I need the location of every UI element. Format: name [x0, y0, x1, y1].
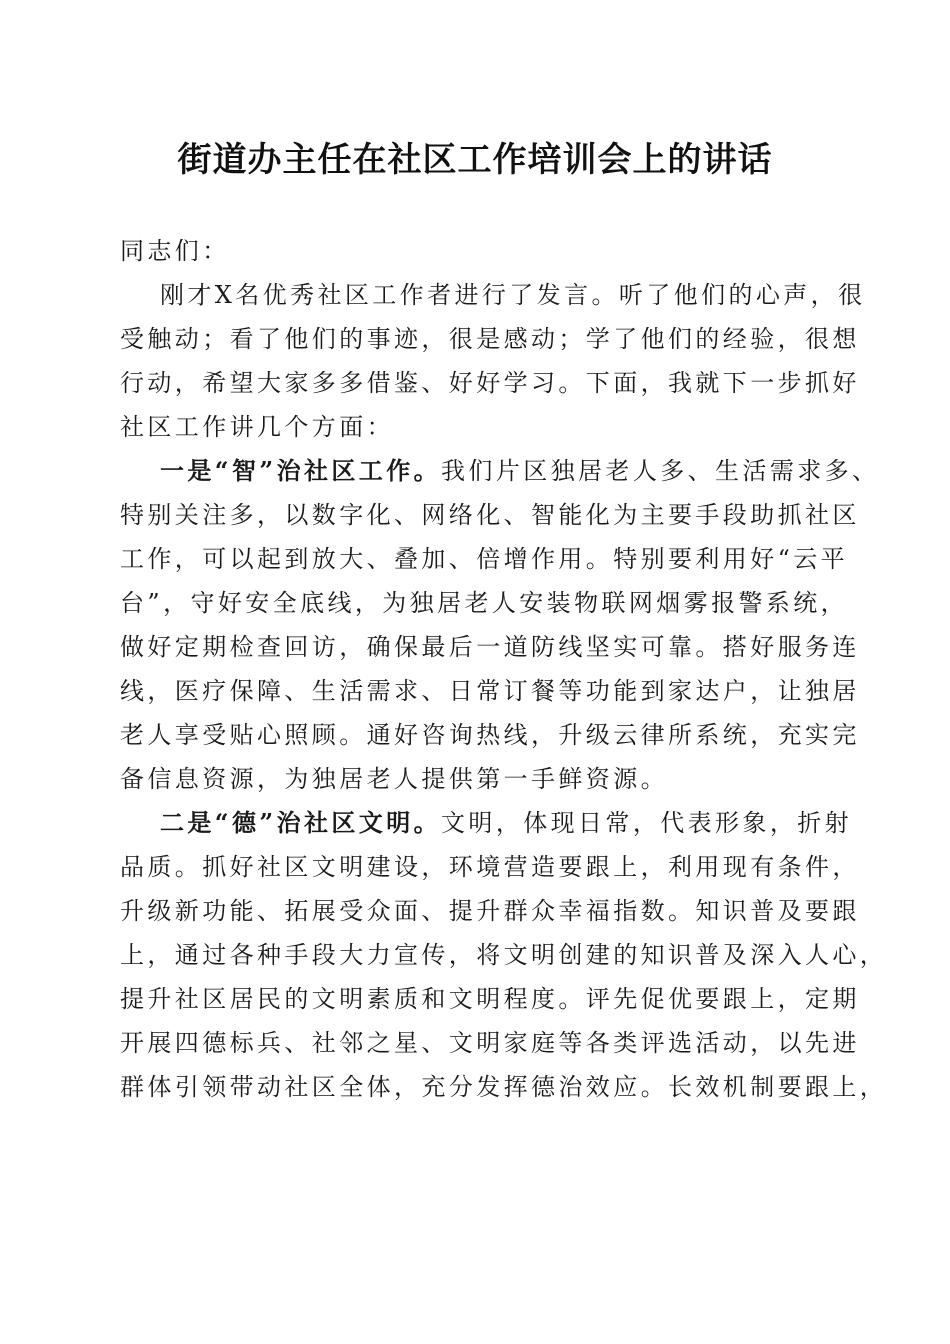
section-2-first-line-text: 文明，体现日常，代表形象，折射 — [441, 809, 853, 837]
section-1-line: 做好定期检查回访，确保最后一道防线坚实可靠。搭好服务连 — [120, 633, 860, 661]
section-1-line: 特别关注多，以数字化、网络化、智能化为主要手段助抓社区 — [120, 501, 860, 529]
section-2-first-line — [120, 801, 853, 845]
section-1-line: 工作，可以起到放大、叠加、倍增作用。特别要利用好“云平 — [120, 545, 849, 573]
intro-line: 刚才X名优秀社区工作者进行了发言。听了他们的心声，很 — [160, 281, 866, 309]
section-1-line: 台”，守好安全底线，为独居老人安装物联网烟雾报警系统， — [120, 589, 849, 617]
section-1-heading: 一是“智”治社区工作。 — [160, 456, 442, 485]
section-2-line: 开展四德标兵、社邻之星、文明家庭等各类评选活动，以先进 — [120, 1029, 860, 1057]
document-title: 街道办主任在社区工作培训会上的讲话 — [177, 140, 773, 180]
salutation: 同志们： — [120, 237, 230, 265]
intro-line: 受触动；看了他们的事迹，很是感动；学了他们的经验，很想 — [120, 325, 860, 353]
section-2-line: 上，通过各种手段大力宣传，将文明创建的知识普及深入人心， — [120, 941, 888, 969]
document-body — [120, 229, 888, 1109]
intro-line: 社区工作讲几个方面： — [120, 413, 394, 441]
section-1-first-line-text: 我们片区独居老人多、生活需求多、 — [441, 457, 880, 485]
section-2-line: 群体引领带动社区全体，充分发挥德治效应。长效机制要跟上， — [120, 1073, 888, 1101]
section-1-line: 线，医疗保障、生活需求、日常订餐等功能到家达户，让独居 — [120, 677, 860, 705]
section-1-line: 老人享受贴心照顾。通好咨询热线，升级云律所系统，充实完 — [120, 721, 860, 749]
section-1-first-line — [120, 449, 880, 493]
section-2-heading: 二是“德”治社区文明。 — [160, 808, 442, 837]
section-2-line: 品质。抓好社区文明建设，环境营造要跟上，利用现有条件， — [120, 853, 860, 881]
intro-line: 行动，希望大家多多借鉴、好好学习。下面，我就下一步抓好 — [120, 369, 860, 397]
section-2-line: 升级新功能、拓展受众面、提升群众幸福指数。知识普及要跟 — [120, 897, 860, 925]
section-1-line: 备信息资源，为独居老人提供第一手鲜资源。 — [120, 765, 668, 793]
section-2-line: 提升社区居民的文明素质和文明程度。评先促优要跟上，定期 — [120, 985, 860, 1013]
